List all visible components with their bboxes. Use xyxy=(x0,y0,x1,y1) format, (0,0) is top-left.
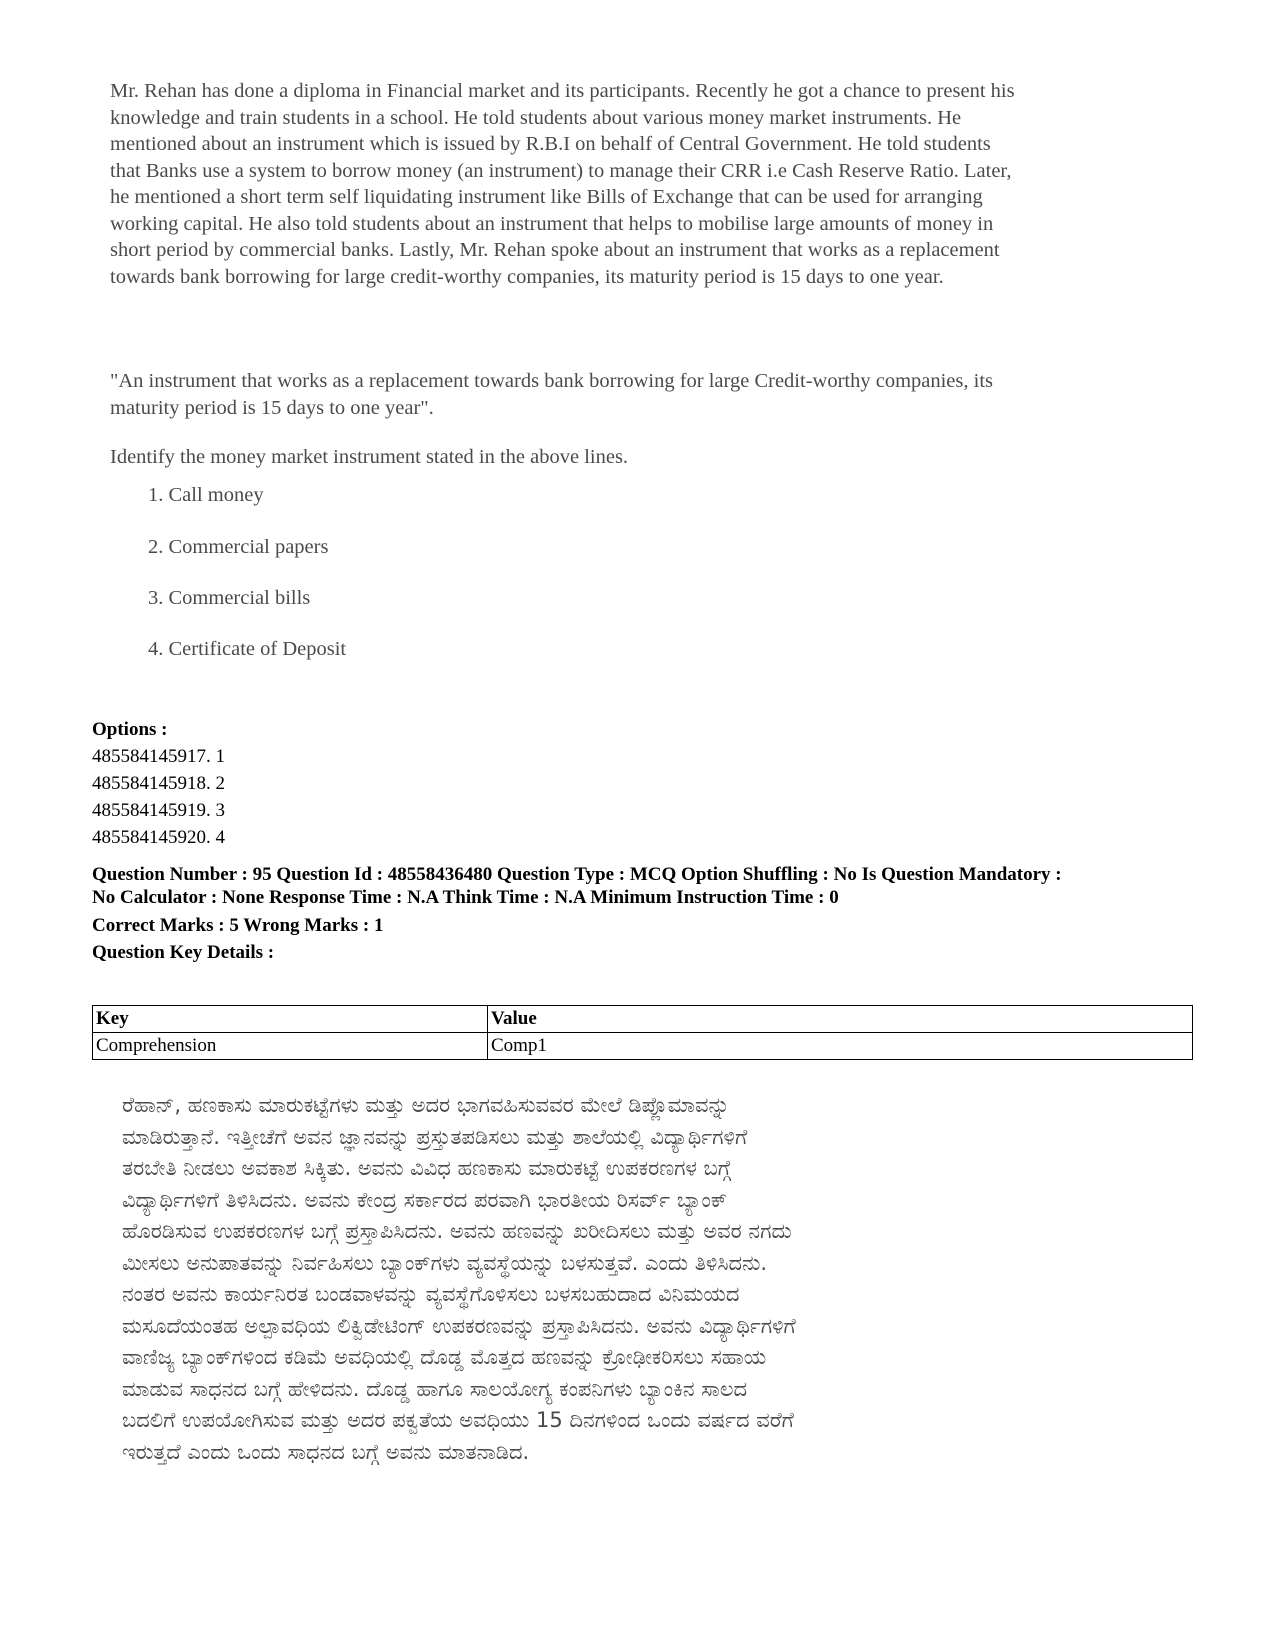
passage-line: knowledge and train students in a school. He told students about various money market instruments. He xyxy=(110,106,962,129)
choice-item: 4. Certificate of Deposit xyxy=(148,638,347,660)
kannada-line: ವಾಣಿಜ್ಯ ಬ್ಯಾಂಕ್‌ಗಳಿಂದ ಕಡಿಮೆ ಅವಧಿಯಲ್ಲಿ ದೊಡ್ಡ ಮೊತ್ತದ ಹಣವನ್ನು ಕ್ರೋಢೀಕರಿಸಲು ಸಹಾಯ xyxy=(122,1345,767,1369)
quote-line: maturity period is 15 days to one year". xyxy=(110,397,434,419)
metadata-line: Question Number : 95 Question Id : 48558436480 Question Type : MCQ Option Shuffling : No Is Question Mandatory : xyxy=(92,864,1062,885)
kannada-line: ಬದಲಿಗೆ ಉಪಯೋಗಿಸುವ ಮತ್ತು ಅದರ ಪಕ್ವತೆಯ ಅವಧಿಯು 15 ದಿನಗಳಿಂದ ಒಂದು ವರ್ಷದ ವರೆಗೆ xyxy=(122,1408,794,1432)
question-metadata xyxy=(92,863,1192,909)
option-line: 485584145917. 1 xyxy=(92,746,225,767)
kannada-line: ನಂತರ ಅವನು ಕಾರ್ಯನಿರತ ಬಂಡವಾಳವನ್ನು ವ್ಯವಸ್ಥೆಗೊಳಿಸಲು ಬಳಸಬಹುದಾದ ವಿನಿಮಯದ xyxy=(122,1282,740,1306)
passage-line: mentioned about an instrument which is issued by R.B.I on behalf of Central Government. He told students xyxy=(110,133,991,155)
choice-item: 2. Commercial papers xyxy=(148,536,329,558)
kannada-line: ಹೊರಡಿಸುವ ಉಪಕರಣಗಳ ಬಗ್ಗೆ ಪ್ರಸ್ತಾಪಿಸಿದನು. ಅವನು ಹಣವನ್ನು ಖರೀದಿಸಲು ಮತ್ತು ಅವರ ನಗದು xyxy=(122,1219,792,1243)
kannada-line: ಮೀಸಲು ಅನುಪಾತವನ್ನು ನಿರ್ವಹಿಸಲು ಬ್ಯಾಂಕ್‌ಗಳು ವ್ಯವಸ್ಥೆಯನ್ನು ಬಳಸುತ್ತವೆ. ಎಂದು ತಿಳಿಸಿದನು. xyxy=(122,1250,768,1275)
kannada-line: ಇರುತ್ತದೆ ಎಂದು ಒಂದು ಸಾಧನದ ಬಗ್ಗೆ ಅವನು ಮಾತನಾಡಿದ. xyxy=(122,1439,530,1464)
options-heading: Options : xyxy=(92,719,168,740)
option-line: 485584145918. 2 xyxy=(92,773,225,794)
kannada-line: ವಿದ್ಯಾರ್ಥಿಗಳಿಗೆ ತಿಳಿಸಿದನು. ಅವನು ಕೇಂದ್ರ ಸರ್ಕಾರದ ಪರವಾಗಿ ಭಾರತೀಯ ರಿಸರ್ವ್ ಬ್ಯಾಂಕ್ xyxy=(122,1187,728,1212)
passage-line: working capital. He also told students about an instrument that helps to mobilise large amounts of money in xyxy=(110,212,994,235)
passage-line: he mentioned a short term self liquidating instrument like Bills of Exchange that can be used for arranging xyxy=(110,186,983,208)
table-header-value: Value xyxy=(488,1006,1193,1033)
choice-item: 3. Commercial bills xyxy=(148,587,311,609)
question-text: Identify the money market instrument stated in the above lines. xyxy=(110,446,629,468)
marks-line: Correct Marks : 5 Wrong Marks : 1 xyxy=(92,915,384,936)
kannada-line: ತರಬೇತಿ ನೀಡಲು ಅವಕಾಶ ಸಿಕ್ಕಿತು. ಅವನು ವಿವಿಧ ಹಣಕಾಸು ಮಾರುಕಟ್ಟೆ ಉಪಕರಣಗಳ ಬಗ್ಗೆ xyxy=(122,1156,732,1180)
quote-line: "An instrument that works as a replacement towards bank borrowing for large Credit-worthy companies, its xyxy=(110,370,994,392)
passage-english xyxy=(110,78,1170,290)
option-line: 485584145919. 3 xyxy=(92,800,225,821)
table-header-row xyxy=(93,1006,1193,1033)
table-header-key: Key xyxy=(93,1006,488,1033)
option-line: 485584145920. 4 xyxy=(92,827,225,848)
kannada-line: ಮಾಡುವ ಸಾಧನದ ಬಗ್ಗೆ ಹೇಳಿದನು. ದೊಡ್ಡ ಹಾಗೂ ಸಾಲಯೋಗ್ಯ ಕಂಪನಿಗಳು ಬ್ಯಾಂಕಿನ ಸಾಲದ xyxy=(122,1376,748,1401)
passage-line: that Banks use a system to borrow money (an instrument) to manage their CRR i.e Cash Reserve Ratio. Later, xyxy=(110,159,1012,182)
kannada-line: ಮಸೂದೆಯಂತಹ ಅಲ್ಪಾವಧಿಯ ಲಿಕ್ವಿಡೇಟಿಂಗ್ ಉಪಕರಣವನ್ನು ಪ್ರಸ್ತಾಪಿಸಿದನು. ಅವನು ವಿದ್ಯಾರ್ಥಿಗಳಿಗೆ xyxy=(122,1313,796,1338)
passage-line: short period by commercial banks. Lastly, Mr. Rehan spoke about an instrument that works as a replacement xyxy=(110,239,1000,261)
choice-item: 1. Call money xyxy=(148,484,264,506)
kannada-line: ರೆಹಾನ್, ಹಣಕಾಸು ಮಾರುಕಟ್ಟೆಗಳು ಮತ್ತು ಅದರ ಭಾಗವಹಿಸುವವರ ಮೇಲೆ ಡಿಪ್ಲೊಮಾವನ್ನು xyxy=(122,1093,730,1117)
passage-line: Mr. Rehan has done a diploma in Financial market and its participants. Recently he got a chance to present his xyxy=(110,80,1015,102)
table-cell-key: Comprehension xyxy=(93,1033,488,1060)
passage-kannada xyxy=(122,1090,1182,1468)
table-cell-value: Comp1 xyxy=(488,1033,1193,1060)
passage-line: towards bank borrowing for large credit-worthy companies, its maturity period is 15 days to one year. xyxy=(110,265,944,288)
key-details-heading: Question Key Details : xyxy=(92,942,275,963)
key-details-table xyxy=(92,1005,1193,1060)
quoted-statement xyxy=(110,368,1170,422)
table-row xyxy=(93,1033,1193,1060)
metadata-line: No Calculator : None Response Time : N.A Think Time : N.A Minimum Instruction Time : 0 xyxy=(92,887,839,908)
kannada-line: ಮಾಡಿರುತ್ತಾನೆ. ಇತ್ತೀಚೆಗೆ ಅವನ ಜ್ಞಾನವನ್ನು ಪ್ರಸ್ತುತಪಡಿಸಲು ಮತ್ತು ಶಾಲೆಯಲ್ಲಿ ವಿದ್ಯಾರ್ಥಿಗಳಿಗೆ xyxy=(122,1124,748,1149)
